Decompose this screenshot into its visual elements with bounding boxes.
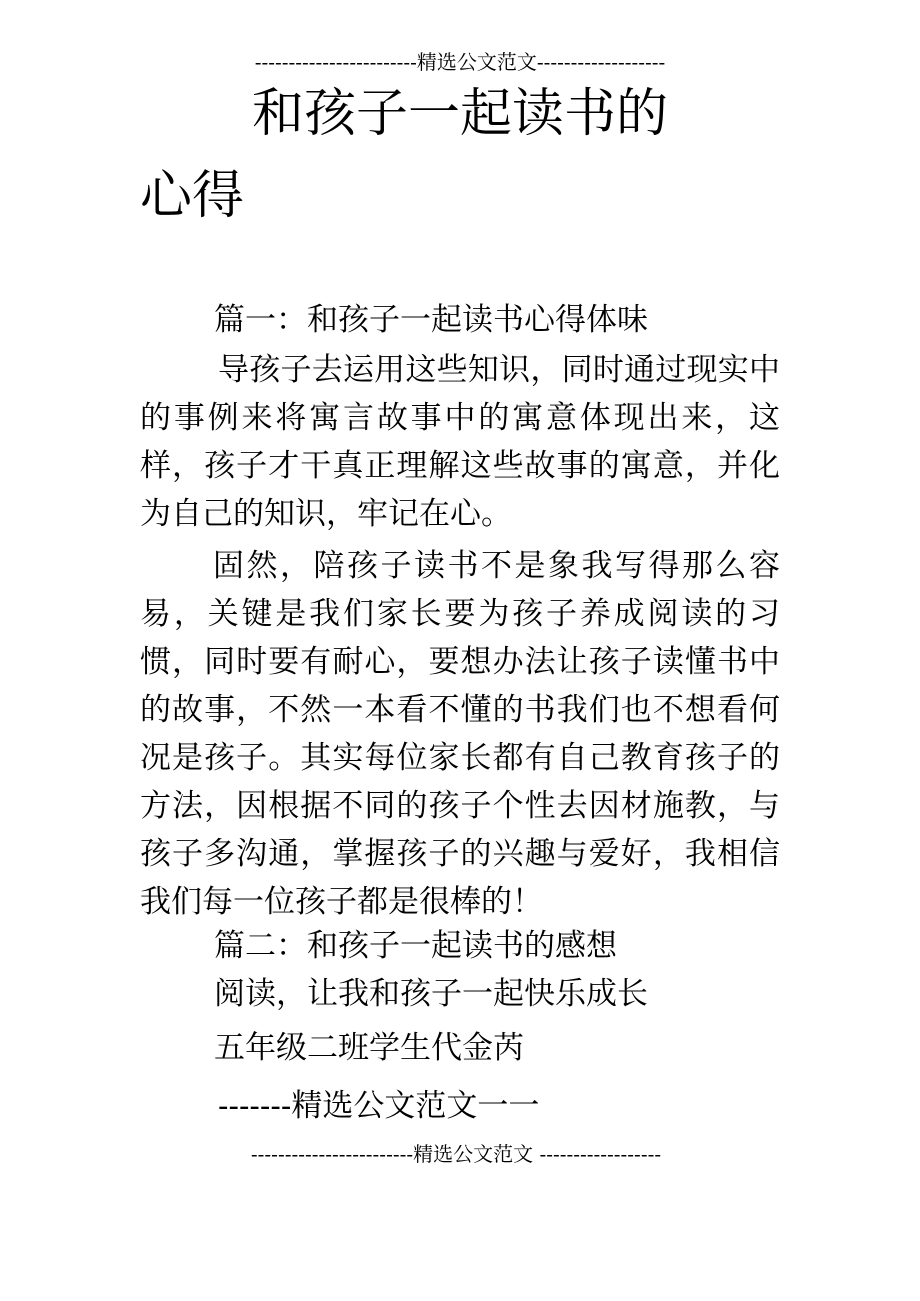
section-heading-1: 篇一：和孩子一起读书心得体味	[214, 302, 648, 338]
paragraph-1: 导孩子去运用这些知识，同时通过现实中的事例来将寓言故事中的寓意体现出来，这样，孩子才干真正理解这些故事的寓意，并化为自己的知识，牢记在心。	[140, 352, 780, 532]
article-subtitle: 阅读，让我和孩子一起快乐成长	[214, 976, 648, 1012]
paragraph-2: 固然，陪孩子读书不是象我写得那么容易，关键是我们家长要为孩子养成阅读的习惯，同时要有耐心，要想办法让孩子读懂书中的故事，不然一本看不懂的书我们也不想看何况是孩子。其实每位家长都有自己教育孩子的方法，因根据不同的孩子个性去因材施教，与孩子多沟通，掌握孩子的兴趣与爱好，我相信我们每一位孩子都是很棒的！	[140, 548, 780, 920]
document-title-line-1: 和孩子一起读书的	[251, 84, 668, 144]
section-heading-2: 篇二：和孩子一起读书的感想	[214, 928, 617, 964]
closing-mark: -------精选公文范文一一	[218, 1088, 540, 1124]
article-author: 五年级二班学生代金芮	[214, 1030, 524, 1066]
page-footer: ------------------------精选公文范文 ------------------	[250, 1142, 662, 1166]
page-header: ------------------------精选公文范文-------------------	[254, 50, 666, 74]
document-title-line-2: 心得	[140, 166, 245, 226]
